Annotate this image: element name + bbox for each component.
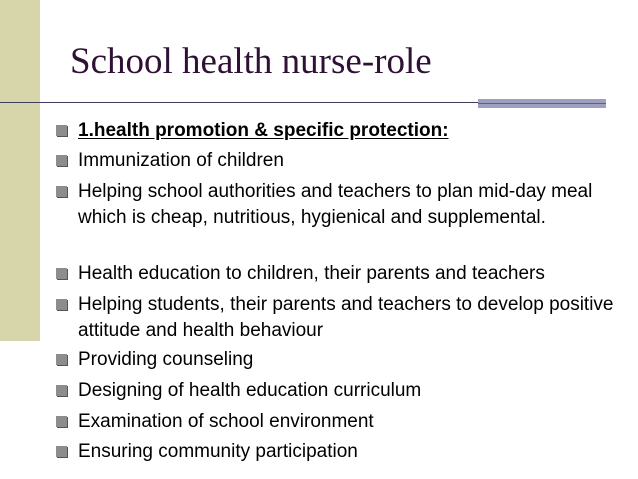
square-bullet-icon <box>56 385 67 396</box>
bullet-text: Providing counseling <box>78 349 254 370</box>
title-divider-line <box>0 102 478 103</box>
square-bullet-icon <box>56 446 67 457</box>
bullet-text: Immunization of children <box>78 150 284 171</box>
title-accent-bar <box>478 99 606 108</box>
square-bullet-icon <box>56 125 67 136</box>
square-bullet-icon <box>56 186 67 197</box>
square-bullet-icon <box>56 354 67 365</box>
bullet-text: Helping school authorities and teachers to plan mid-day meal which is cheap, nutritious, hygienical and supplemental. <box>78 181 593 228</box>
square-bullet-icon <box>56 299 67 310</box>
bullet-text: Ensuring community participation <box>78 441 358 462</box>
bullet-text-heading: 1.health promotion & specific protection: <box>78 120 449 141</box>
bullet-text: Examination of school environment <box>78 411 374 432</box>
bullet-text: Helping students, their parents and teachers to develop positive attitude and health behaviour <box>78 294 614 341</box>
bullet-text: Health education to children, their parents and teachers <box>78 263 545 284</box>
slide-title: School health nurse-role <box>70 41 432 82</box>
square-bullet-icon <box>56 155 67 166</box>
bullet-text: Designing of health education curriculum <box>78 380 422 401</box>
left-decorative-band <box>0 0 40 341</box>
square-bullet-icon <box>56 268 67 279</box>
square-bullet-icon <box>56 416 67 427</box>
